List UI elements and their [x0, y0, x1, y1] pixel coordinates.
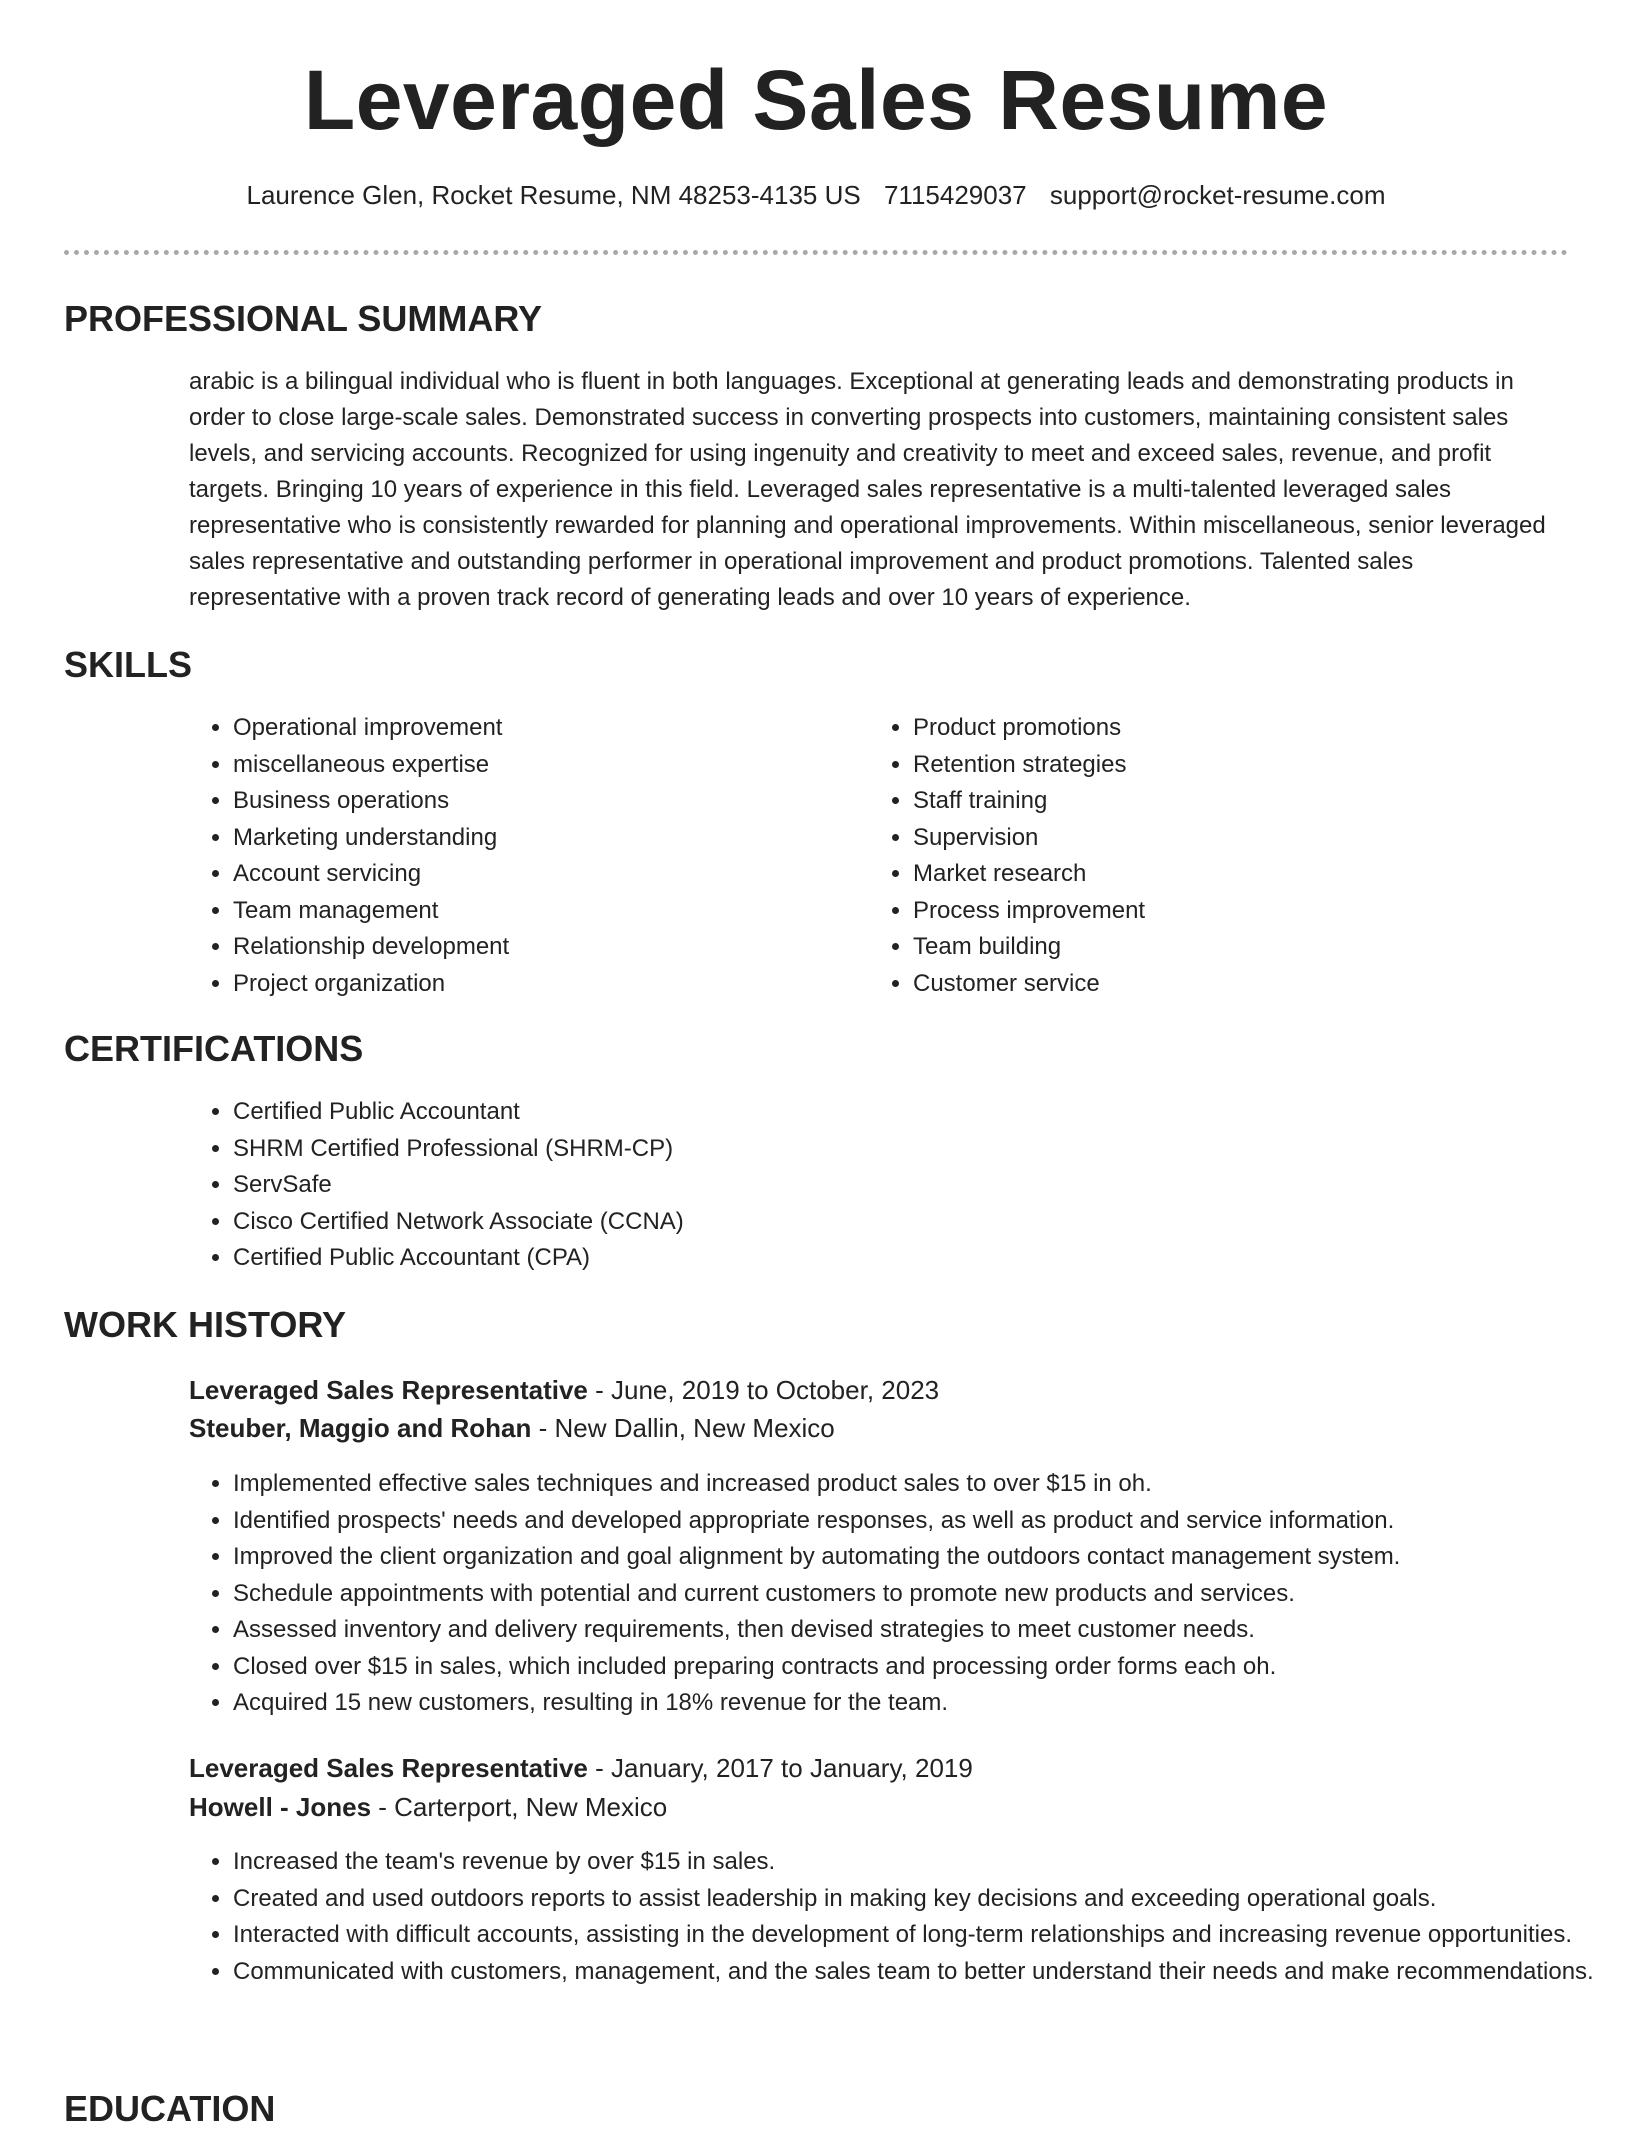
list-item: • Business operations — [233, 783, 853, 820]
list-item: • Team management — [233, 893, 853, 930]
list-item: • Schedule appointments with potential and current customers to promote new products and services. — [233, 1576, 1623, 1613]
list-item: • Operational improvement — [233, 710, 853, 747]
list-item: • Improved the client organization and goal alignment by automating the outdoors contact management system. — [233, 1539, 1623, 1576]
contact-phone: 7115429037 — [883, 180, 1027, 210]
list-item: • Supervision — [913, 820, 1533, 857]
header-divider — [64, 250, 1568, 255]
contact-email: support@rocket-resume.com — [1049, 180, 1386, 210]
resume-title: Leveraged Sales Resume — [303, 53, 1329, 147]
job-company: Steuber, Maggio and Rohan — [189, 1413, 532, 1443]
list-item: • Cisco Certified Network Associate (CCNA) — [233, 1204, 1433, 1241]
job-title: Leveraged Sales Representative — [189, 1753, 588, 1783]
list-item: • Certified Public Accountant — [233, 1094, 1433, 1131]
job-dates: - January, 2017 to January, 2019 — [587, 1753, 973, 1783]
skills-list-left — [189, 710, 853, 1002]
list-item: • Interacted with difficult accounts, assisting in the development of long-term relationships and increasing revenue opportunities. — [233, 1917, 1623, 1954]
skills-heading: SKILLS — [64, 644, 193, 685]
job-title: Leveraged Sales Representative — [189, 1375, 588, 1405]
work-history-heading: WORK HISTORY — [64, 1304, 347, 1345]
summary-heading: PROFESSIONAL SUMMARY — [64, 298, 543, 339]
list-item: • Team building — [913, 929, 1533, 966]
list-item: • Acquired 15 new customers, resulting in 18% revenue for the team. — [233, 1685, 1623, 1722]
list-item: • Created and used outdoors reports to assist leadership in making key decisions and exceeding operational goals. — [233, 1881, 1623, 1918]
list-item: • Increased the team's revenue by over $15 in sales. — [233, 1844, 1623, 1881]
list-item: • Account servicing — [233, 856, 853, 893]
list-item: • SHRM Certified Professional (SHRM-CP) — [233, 1131, 1433, 1168]
job-1-company-line — [189, 1413, 835, 1444]
job-company: Howell - Jones — [189, 1792, 372, 1822]
list-item: • Market research — [913, 856, 1533, 893]
list-item: • Closed over $15 in sales, which included preparing contracts and processing order forms each oh. — [233, 1649, 1623, 1686]
list-item: • Communicated with customers, management, and the sales team to better understand their needs and make recommendations. — [233, 1954, 1623, 1991]
list-item: • Certified Public Accountant (CPA) — [233, 1240, 1433, 1277]
contact-address: Laurence Glen, Rocket Resume, NM 48253-4135 US — [246, 180, 861, 210]
skills-list-right — [869, 710, 1533, 1002]
list-item: • Identified prospects' needs and developed appropriate responses, as well as product and service information. — [233, 1503, 1623, 1540]
list-item: • Implemented effective sales techniques and increased product sales to over $15 in oh. — [233, 1466, 1623, 1503]
list-item: • miscellaneous expertise — [233, 747, 853, 784]
contact-line — [0, 180, 1632, 211]
list-item: • Customer service — [913, 966, 1533, 1003]
list-item: • Relationship development — [233, 929, 853, 966]
job-location: - New Dallin, New Mexico — [531, 1413, 835, 1443]
list-item: • Staff training — [913, 783, 1533, 820]
job-location: - Carterport, New Mexico — [371, 1792, 668, 1822]
job-1-bullets — [189, 1466, 1623, 1722]
list-item: • Product promotions — [913, 710, 1533, 747]
list-item: • Project organization — [233, 966, 853, 1003]
education-heading: EDUCATION — [64, 2088, 276, 2129]
job-1-title-line — [189, 1375, 939, 1406]
certifications-list — [189, 1094, 1433, 1277]
list-item: • Marketing understanding — [233, 820, 853, 857]
list-item: • ServSafe — [233, 1167, 1433, 1204]
summary-text: arabic is a bilingual individual who is fluent in both languages. Exceptional at generating leads and demonstrating products in order to close large-scale sales. Demonstrated success in converting prospects into customers, maintaining consistent sales levels, and servicing accounts. Recognized for using ingenuity and creativity to meet and exceed sales, revenue, and profit targets. Bringing 10 years of experience in this field. Leveraged sales representative is a multi-talented leveraged sales representative who is consistently rewarded for planning and operational improvements. Within miscellaneous, senior leveraged sales representative and outstanding performer in operational improvement and product promotions. Talented sales representative with a proven track record of generating leads and over 10 years of experience. — [189, 368, 1546, 611]
job-2-title-line — [189, 1753, 973, 1784]
list-item: • Assessed inventory and delivery requirements, then devised strategies to meet customer needs. — [233, 1612, 1623, 1649]
list-item: • Process improvement — [913, 893, 1533, 930]
certifications-heading: CERTIFICATIONS — [64, 1028, 364, 1069]
job-dates: - June, 2019 to October, 2023 — [587, 1375, 940, 1405]
list-item: • Retention strategies — [913, 747, 1533, 784]
job-2-company-line — [189, 1792, 667, 1823]
job-2-bullets — [189, 1844, 1623, 1990]
